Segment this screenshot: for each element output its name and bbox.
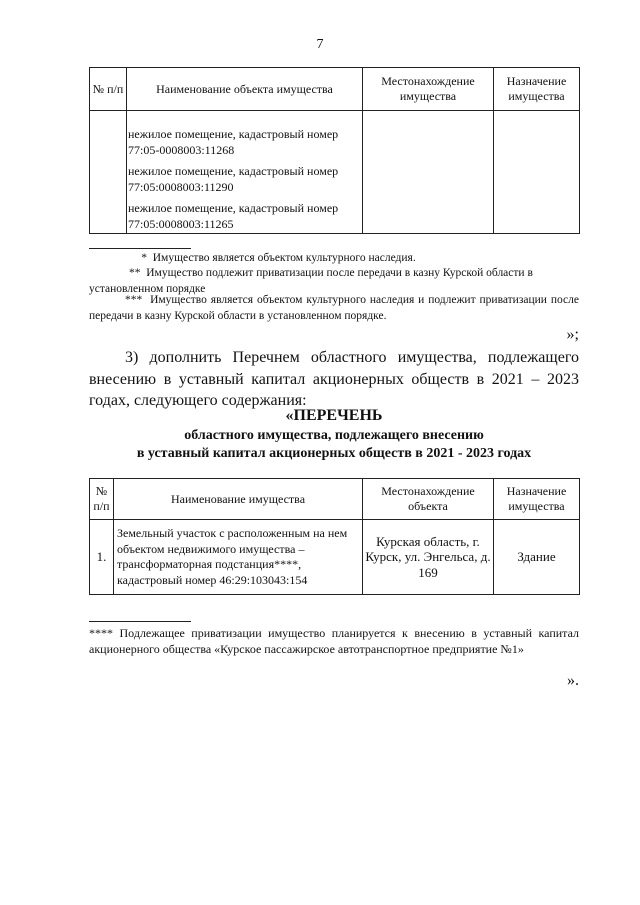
- table-header-row: [90, 68, 580, 111]
- footnote-4: [89, 625, 579, 657]
- cell-location: Курская область, г. Курск, ул. Энгельса, д. 169: [363, 520, 494, 595]
- header-num: № п/п: [90, 479, 114, 520]
- header-num: № п/п: [90, 68, 127, 111]
- footnote-mark: ***: [125, 294, 143, 306]
- list-subtitle-1: областного имущества, подлежащего внесению: [184, 428, 484, 443]
- footnote-mark: ****: [89, 626, 113, 640]
- footnote-text: Имущество является объектом культурного наследия и подлежит приватизации после передачи в казну Курской области в установленном порядке.: [89, 294, 579, 322]
- header-name: Наименование имущества: [114, 479, 363, 520]
- footnote-text: Имущество является объектом культурного наследия.: [152, 252, 416, 264]
- page-number: 7: [316, 37, 324, 52]
- cell-name: Земельный участок с расположенным на нем объектом недвижимого имущества – трансформаторная подстанция****, кадастровый номер 46:29:103043:154: [114, 520, 363, 595]
- amendment-paragraph: 3) дополнить Перечнем областного имущества, подлежащего внесению в уставный капитал акционерных обществ в 2021 – 2023 годах, следующего содержания:: [89, 349, 579, 409]
- table-header-row: [90, 479, 580, 520]
- footnote-divider: [89, 621, 191, 622]
- cell-purpose: Здание: [494, 520, 580, 595]
- cell-num: 1.: [90, 520, 114, 595]
- closing-quote-2: ».: [567, 672, 579, 689]
- footnote-1: [89, 251, 579, 267]
- header-name: Наименование объекта имущества: [127, 68, 363, 111]
- header-purpose: Назначение имущества: [494, 68, 580, 111]
- footnote-text: Имущество подлежит приватизации после передачи в казну Курской области в установленном порядке: [89, 267, 533, 295]
- footnote-text: Подлежащее приватизации имущество планируется к внесению в уставный капитал акционерного общества «Курское пассажирское автотранспортное предприятие №1»: [89, 626, 579, 656]
- capital-contribution-table: [89, 478, 580, 595]
- header-location: Местонахождение имущества: [363, 68, 494, 111]
- footnote-3: [89, 293, 579, 324]
- property-table: [89, 67, 580, 234]
- cell-name: [127, 111, 363, 234]
- footnote-divider: [89, 248, 191, 249]
- cell-purpose: [494, 111, 580, 234]
- footnote-mark: *: [141, 252, 147, 264]
- list-item: нежилое помещение, кадастровый номер 77:05-0008003:11268: [128, 127, 339, 157]
- list-item: нежилое помещение, кадастровый номер 77:05:0008003:11265: [128, 201, 339, 231]
- closing-quote-1: »;: [566, 326, 579, 343]
- table-row: [90, 520, 580, 595]
- cell-num: [90, 111, 127, 234]
- cell-location: [363, 111, 494, 234]
- header-location: Местонахождение объекта: [363, 479, 494, 520]
- footnote-mark: **: [129, 267, 141, 279]
- list-item: нежилое помещение, кадастровый номер 77:05:0008003:11290: [128, 164, 339, 194]
- list-title: «ПЕРЕЧЕНЬ: [285, 407, 383, 424]
- table-row: [90, 111, 580, 234]
- header-purpose: Назначение имущества: [494, 479, 580, 520]
- list-subtitle-2: в уставный капитал акционерных обществ в 2021 - 2023 годах: [136, 446, 532, 461]
